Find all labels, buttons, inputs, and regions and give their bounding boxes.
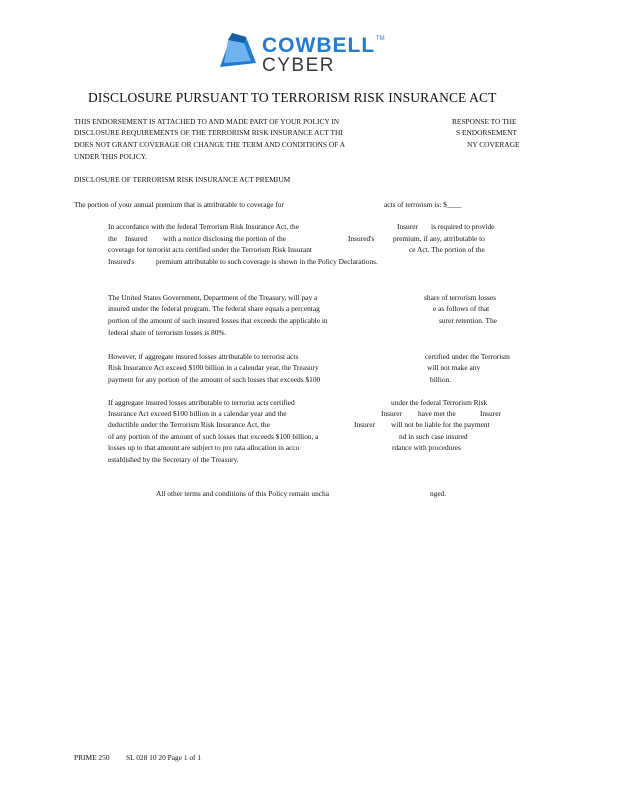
paragraph-line: certified under the Terrorism (425, 352, 510, 361)
paragraph-line: Risk Insurance Act exceed $100 billion in a calendar year, the Treasury (108, 363, 319, 372)
intro-line: RESPONSE TO THE (452, 117, 517, 126)
paragraph-line: deductible under the Terrorism Risk Insurance Act, the (108, 420, 270, 429)
paragraph-line: with a notice disclosing the portion of the (163, 234, 286, 243)
paragraph-line: e as follows of that (433, 304, 490, 313)
paragraph-line: have met the (418, 409, 456, 418)
paragraph-line: Insurer (397, 222, 418, 231)
paragraph-line: rdance with procedures (392, 443, 461, 452)
paragraph-line: under the federal Terrorism Risk (391, 398, 488, 407)
paragraph-line: Insurer (381, 409, 402, 418)
closing-line: nged. (430, 489, 447, 498)
footer-page-info: SL 028 10 20 Page 1 of 1 (126, 753, 202, 762)
paragraph-line: If aggregate insured losses attributable to terrorist acts certified (108, 398, 295, 407)
paragraph-line: However, if aggregate insured losses attributable to terrorist acts (108, 352, 299, 361)
paragraph-line: In accordance with the federal Terrorism Risk Insurance Act, the (108, 222, 300, 231)
paragraph-line: will not make any (427, 363, 481, 372)
document-title: DISCLOSURE PURSUANT TO TERRORISM RISK INSURANCE ACT (88, 90, 497, 105)
closing-line: All other terms and conditions of this Policy remain uncha (156, 489, 330, 498)
paragraph-line: Insured (125, 234, 148, 243)
paragraph-line: share of terrorism losses (424, 293, 497, 302)
paragraph-line: coverage for terrorist acts certified under the Terrorism Risk Insurant (108, 245, 312, 254)
paragraph-line: losses up to that amount are subject to pro rata allocation in acco (108, 443, 300, 452)
paragraph-line: ce Act. The portion of the (409, 245, 485, 254)
premium-amount: acts of terrorism is: $____ (384, 200, 462, 209)
logo-word-cyber: CYBER (262, 55, 335, 76)
paragraph-line: The United States Government, Department of the Treasury, will pay a (108, 293, 318, 302)
section-heading: DISCLOSURE OF TERRORISM RISK INSURANCE ACT PREMIUM (74, 175, 291, 184)
paragraph-line: the (108, 234, 118, 243)
intro-line: DISCLOSURE REQUIREMENTS OF THE TERRORISM RISK INSURANCE ACT THI (74, 128, 343, 137)
paragraph-line: of any portion of the amount of such losses that exceeds $100 billion, a (108, 432, 319, 441)
paragraph-line: billion. (430, 375, 452, 384)
paragraph-line: premium, if any, attributable to (393, 234, 485, 243)
intro-line: DOES NOT GRANT COVERAGE OR CHANGE THE TERM AND CONDITIONS OF A (74, 140, 346, 149)
paragraph-line: insured under the federal program. The federal share equals a percentag (108, 304, 320, 313)
intro-line: S ENDORSEMENT (456, 128, 517, 137)
paragraph-line: Insured's (108, 257, 135, 266)
paragraph-line: Insurance Act exceed $100 billion in a calendar year and the (108, 409, 287, 418)
paragraph-line: established by the Secretary of the Treasury. (108, 455, 239, 464)
intro-line: UNDER THIS POLICY. (74, 152, 148, 161)
premium-line: The portion of your annual premium that is attributable to coverage for (74, 200, 284, 209)
paragraph-line: Insurer (480, 409, 501, 418)
logo-trademark: TM (376, 36, 385, 42)
paragraph-line: surer retention. The (439, 316, 497, 325)
paragraph-line: payment for any portion of the amount of such losses that exceeds $100 (108, 375, 321, 384)
paragraph-line: federal share of terrorism losses is 80%. (108, 328, 227, 337)
paragraph-line: Insurer (354, 420, 375, 429)
paragraph-line: Insured's (348, 234, 375, 243)
logo-word-cowbell: COWBELL (262, 34, 376, 57)
paragraph-line: will not be liable for the payment (391, 420, 490, 429)
cowbell-logo-icon (218, 31, 260, 71)
footer-form-number: PRIME 250 (74, 753, 110, 762)
intro-line: THIS ENDORSEMENT IS ATTACHED TO AND MADE PART OF YOUR POLICY IN (74, 117, 340, 126)
paragraph-line: portion of the amount of such insured losses that exceeds the applicable in (108, 316, 328, 325)
paragraph-line: is required to provide (431, 222, 495, 231)
paragraph-line: premium attributable to such coverage is shown in the Policy Declarations. (156, 257, 378, 266)
cowbell-cyber-logo (218, 31, 398, 79)
intro-line: NY COVERAGE (467, 140, 520, 149)
paragraph-line: nd in such case insured (399, 432, 468, 441)
